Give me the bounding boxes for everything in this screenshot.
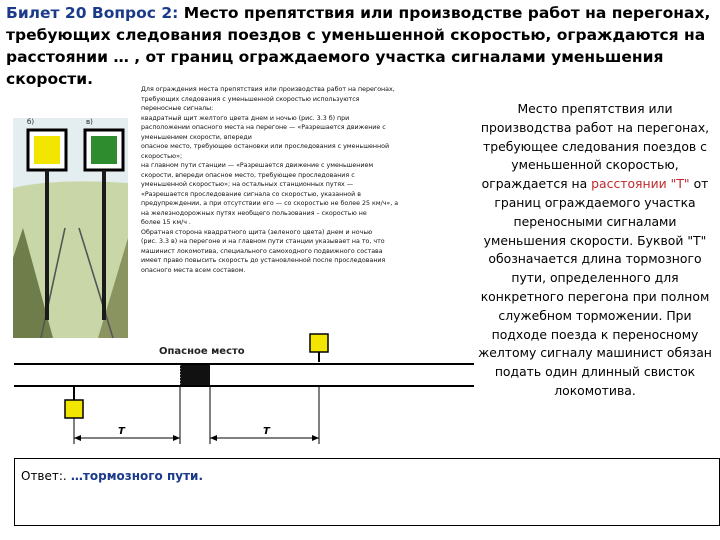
instruction-quote	[141, 85, 471, 275]
explanation-text	[476, 100, 714, 401]
quote-line: имеет право повысить скорость до установленной после проследования	[141, 257, 386, 264]
answer-line	[21, 469, 203, 483]
dim-arrow-left-b	[173, 435, 180, 441]
quote-line: Обратная сторона квадратного щита (зеленого цвета) днем и ночью	[141, 228, 373, 236]
left-yellow-signal	[65, 400, 83, 418]
explanation-part-2: от границ ограждаемого участка переносными сигналами уменьшения скорости. Буквой "Т" обозначается длина тормозного пути, определенного для конкретного перегона при полном служебном торможении. При подходе поезда к переносному желтому сигналу машинист обязан подать один длинный свисток локомотива.	[478, 176, 712, 398]
label-v: в)	[86, 118, 93, 126]
signals-svg	[13, 118, 128, 338]
right-yellow-signal	[310, 334, 328, 352]
title-prefix: Билет 20 Вопрос 2:	[6, 4, 179, 22]
slide-title	[6, 2, 714, 90]
distance-label-left: Т	[118, 426, 125, 437]
quote-line: на главном пути станции — «Разрешается движение с уменьшением	[141, 162, 374, 169]
answer-box	[14, 458, 720, 526]
quote-line: (рис. 3.3 в) на перегоне и на главном пути станции указывает на то, что	[141, 238, 385, 245]
quote-line: «Разрешается проследование сигнала со скоростью, указанной в	[141, 190, 361, 198]
quote-line: скорости, впереди опасное место, требующее проследования с	[141, 171, 355, 179]
quote-line: уменьшенной скоростью»; на остальных станционных путях —	[141, 181, 354, 188]
quote-line: Для ограждения места препятствия или производства работ на перегонах,	[141, 86, 395, 93]
title-text: Место препятствия или производстве работ на перегонах, требующих следования поездов с уменьшенной скоростью, ограждаются на расстоянии … , от границ ограждаемого участка сигналами уменьшения скорости.	[6, 4, 711, 88]
green-signal-panel	[91, 136, 117, 164]
signals-illustration	[13, 118, 128, 338]
quote-line: предупреждении, а при отсутствии его — со скоростью не более 25 км/ч», а	[141, 200, 399, 207]
green-signal-pole	[102, 170, 106, 320]
distance-label-right: Т	[263, 426, 270, 437]
explanation-part-1: Место препятствия или производства работ на перегонах, требующее следования поездов с уменьшенной скоростью, ограждается на	[480, 101, 710, 192]
answer-label: Ответ:.	[21, 469, 67, 483]
quote-line: машинист локомотива, специального самоходного подвижного состава	[141, 247, 383, 255]
quote-line: требующих следования с уменьшенной скоростью используются	[141, 95, 360, 103]
label-b: б)	[27, 118, 35, 126]
track-diagram	[14, 328, 474, 454]
quote-line: скоростью»;	[141, 152, 183, 160]
track-diagram-svg	[14, 328, 474, 454]
quote-line: уменьшением скорости, впереди	[141, 133, 252, 141]
yellow-signal-pole	[45, 170, 49, 320]
answer-value: …тормозного пути.	[66, 469, 204, 483]
quote-line: на железнодорожных путях необщего пользования – скоростью не	[141, 209, 367, 217]
dim-arrow-right-b	[312, 435, 319, 441]
quote-line: опасное место, требующее остановки или проследования с уменьшенной	[141, 143, 390, 150]
explanation-highlight: расстоянии "Т"	[591, 176, 690, 192]
quote-line: переносные сигналы:	[141, 105, 214, 112]
dim-arrow-right-a	[210, 435, 217, 441]
quote-line: расположении опасного места на перегоне — «Разрешается движение с	[141, 124, 386, 131]
danger-zone-block	[180, 365, 210, 385]
quote-line: опасного места всем составом.	[141, 266, 246, 274]
quote-line: квадратный щит желтого цвета днем и ночью (рис. 3.3 б) при	[141, 114, 350, 122]
quote-line: более 15 км/ч .	[141, 219, 191, 226]
dim-arrow-left-a	[74, 435, 81, 441]
danger-zone-label: Опасное место	[159, 346, 245, 357]
yellow-signal-panel	[34, 136, 60, 164]
